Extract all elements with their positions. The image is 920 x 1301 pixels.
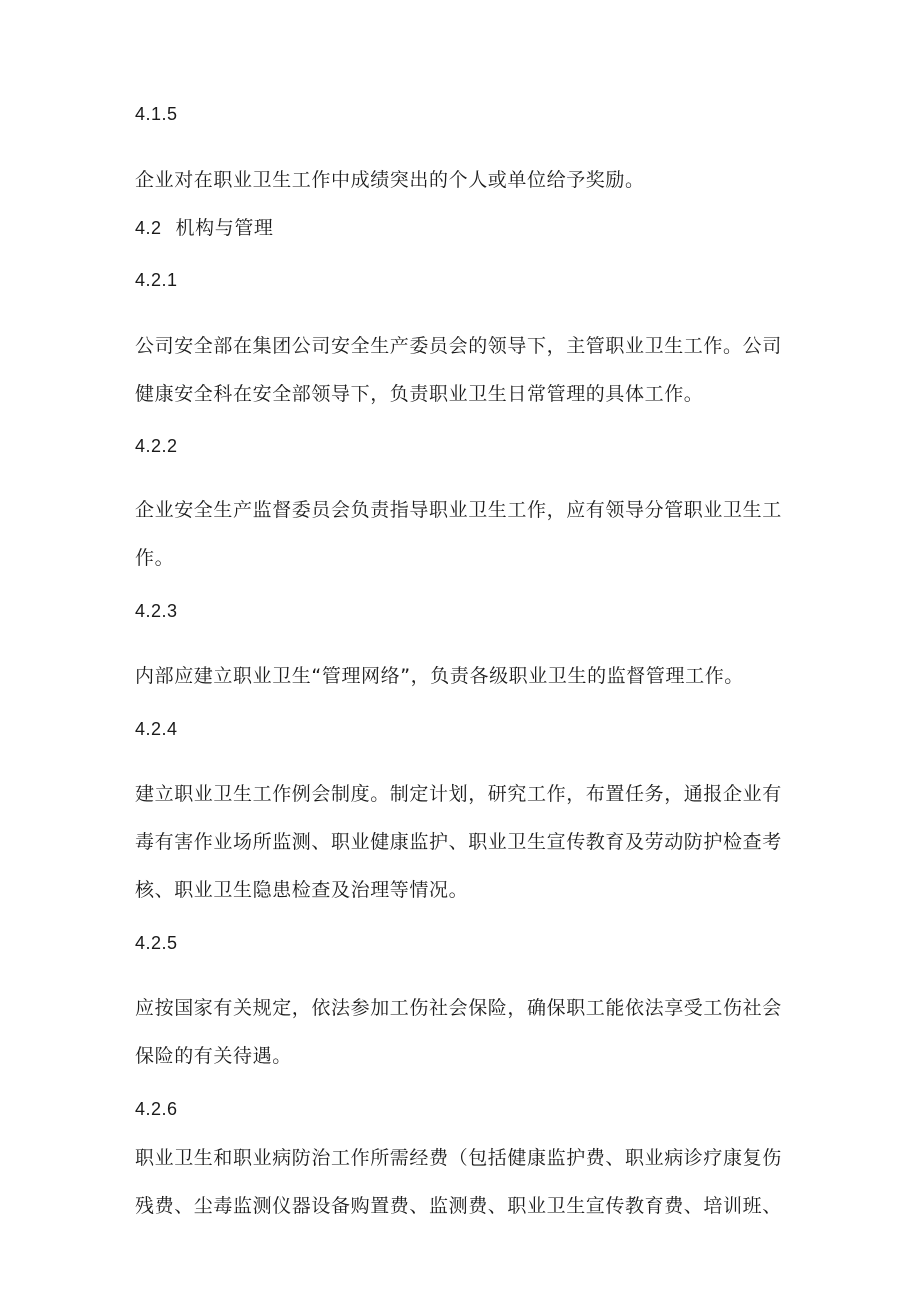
clause-number-4-2-5: 4.2.5 [135, 933, 178, 953]
clause-text-4-2-1-line-1: 公司安全部在集团公司安全生产委员会的领导下，主管职业卫生工作。公司 [135, 335, 782, 357]
clause-text-4-2-5-line-2: 保险的有关待遇。 [135, 1045, 292, 1067]
clause-number-4-2-1: 4.2.1 [135, 270, 178, 290]
clause-text-4-2-6-line-2: 残费、尘毒监测仪器设备购置费、监测费、职业卫生宣传教育费、培训班、 [135, 1195, 782, 1217]
section-heading-4-2 [135, 216, 274, 240]
clause-text-4-1-5-line-1: 企业对在职业卫生工作中成绩突出的个人或单位给予奖励。 [135, 169, 645, 191]
clause-text-4-2-4-line-3: 核、职业卫生隐患检查及治理等情况。 [135, 879, 469, 901]
clause-number-4-1-5: 4.1.5 [135, 104, 178, 124]
clause-text-4-2-2-line-1: 企业安全生产监督委员会负责指导职业卫生工作，应有领导分管职业卫生工 [135, 499, 782, 521]
clause-number-4-2-2: 4.2.2 [135, 436, 178, 456]
clause-text-4-2-2-line-2: 作。 [135, 547, 175, 569]
clause-number-4-2-3: 4.2.3 [135, 601, 178, 621]
clause-text-4-2-5-line-1: 应按国家有关规定，依法参加工伤社会保险，确保职工能依法享受工伤社会 [135, 997, 782, 1019]
section-heading-title: 机构与管理 [175, 217, 274, 239]
clause-text-4-2-6-line-1: 职业卫生和职业病防治工作所需经费（包括健康监护费、职业病诊疗康复伤 [135, 1147, 782, 1169]
clause-number-4-2-6: 4.2.6 [135, 1099, 178, 1119]
clause-text-4-2-4-line-2: 毒有害作业场所监测、职业健康监护、职业卫生宣传教育及劳动防护检查考 [135, 831, 782, 853]
clause-number-4-2-4: 4.2.4 [135, 719, 178, 739]
clause-text-4-2-3-line-1: 内部应建立职业卫生“管理网络”，负责各级职业卫生的监督管理工作。 [135, 665, 744, 687]
clause-text-4-2-4-line-1: 建立职业卫生工作例会制度。制定计划，研究工作，布置任务，通报企业有 [135, 783, 782, 805]
clause-text-4-2-1-line-2: 健康安全科在安全部领导下，负责职业卫生日常管理的具体工作。 [135, 383, 704, 405]
section-heading-number: 4.2 [135, 218, 162, 238]
